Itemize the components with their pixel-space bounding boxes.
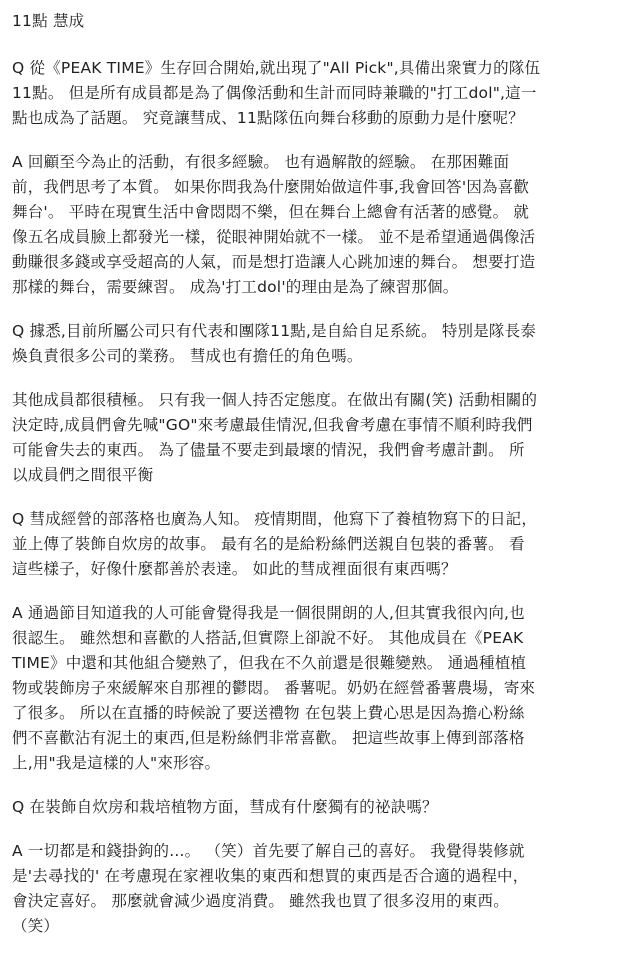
paragraph-a4: A 一切都是和錢掛鉤的...。 （笑）首先要了解自己的喜好。 我覺得裝修就 是'去尋找的' 在考慮現在家裡收集的東西和想買的東西是否合適的過程中， 會決定喜好。 那麼就會減少過度消費。 雖然我也買了很多沒用的東西。 （笑） bbox=[12, 842, 529, 935]
paragraph-a2: 其他成員都很積極。 只有我一個人持否定態度。在做出有關(笑) 活動相關的 決定時,成員們會先喊"GO"來考慮最佳情況,但我會考慮在事情不順利時我們 可能會失去的東西。 為了儘量不要走到最壞的情況，我們會考慮計劃。 所 以成員們之間很平衡 bbox=[12, 391, 538, 484]
paragraph-a3: A 通過節目知道我的人可能會覺得我是一個很開朗的人,但其實我很內向,也 很認生。 雖然想和喜歡的人搭話,但實際上卻說不好。 其他成員在《PEAK TIME》中還和其他組合變熟了，但我在不久前還是很難變熟。 通過種植植 物或裝飾房子來緩解來自那裡的鬱悶。 番薯呢。奶奶在經營番薯農場，寄來 了很多。 所以在直播的時候說了要送禮物 在包裝上費心思是因為擔心粉絲 們不喜歡沾有泥土的東西,但是粉絲們非常喜歡。 把這些故事上傳到部落格 上,用"我是這樣的人"來形容。 bbox=[12, 604, 536, 772]
paragraph-q1: Q 從《PEAK TIME》生存回合開始,就出現了"All Pick",具備出衆實力的隊伍 11點。 但是所有成員都是為了偶像活動和生計而同時兼職的"打工dol",這一 點也成為了話題。 究竟讓彗成、11點隊伍向舞台移動的原動力是什麼呢？ bbox=[12, 59, 541, 127]
paragraph-q2: Q 據悉,目前所屬公司只有代表和團隊11點,是自給自足系統。 特別是隊長泰 煥負責很多公司的業務。 彗成也有擔任的角色嗎。 bbox=[12, 322, 537, 365]
paragraph-q3: Q 彗成經營的部落格也廣為人知。 疫情期間，他寫下了養植物寫下的日記， 並上傳了裝飾自炊房的故事。 最有名的是給粉絲們送親自包裝的番薯。 看 這些樣子，好像什麼都善於表達。 如此的彗成裡面很有東西嗎？ bbox=[12, 510, 538, 578]
paragraph-q4: Q 在裝飾自炊房和栽培植物方面，彗成有什麼獨有的祕訣嗎？ bbox=[12, 798, 438, 816]
page-title: 11點 慧成 bbox=[12, 12, 85, 30]
paragraph-a1: A 回顧至今為止的活動，有很多經驗。 也有過解散的經驗。 在那困難面 前，我們思考了本質。 如果你問我為什麼開始做這件事,我會回答'因為喜歡 舞台'。 平時在現實生活中會悶悶不樂，但在舞台上總會有活著的感覺。 就 像五名成員臉上都發光一樣，從眼神開始就不一樣。 並不是希望通過偶像活 動賺很多錢或享受超高的人氣，而是想打造讓人心跳加速的舞台。 想要打造 那樣的舞台，需要練習。 成為'打工dol'的理由是為了練習那個。 bbox=[12, 153, 536, 296]
